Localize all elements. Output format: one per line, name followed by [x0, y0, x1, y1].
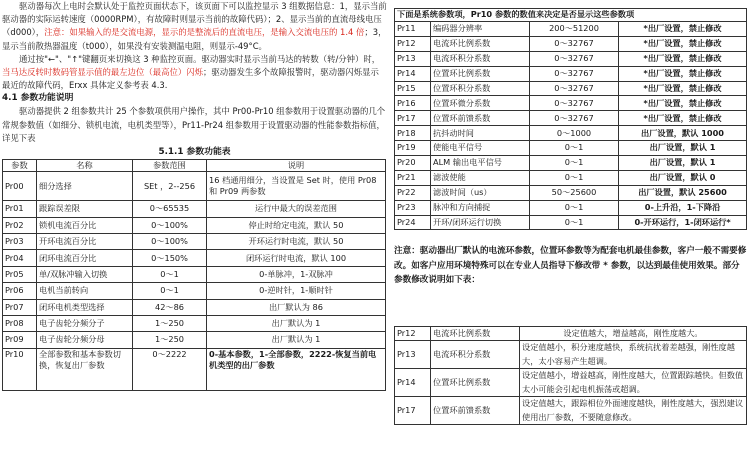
param-id: Pr14: [395, 66, 431, 81]
table-row: [3, 315, 386, 331]
table-row: [395, 141, 747, 156]
table-row: [3, 217, 386, 233]
table-row: [3, 201, 386, 217]
param-range: 0～1: [530, 141, 619, 156]
param-range: 200～51200: [530, 22, 619, 37]
table-row: [395, 81, 747, 96]
param-desc: 16 档通用细分，当设置是 Set 时，使用 Pr08 和 Pr09 两参数: [207, 172, 386, 201]
modification-note: 注意：驱动器出厂默认的电流环参数，位置环参数等为配套电机最佳参数，客户一般不需要修改。如客户应用环境特殊可以在专业人员指导下修改带 * 参数，以达到最佳使用效果。部分参数修改说明如下表：: [394, 246, 747, 286]
param-name: 电流环积分系数: [431, 341, 520, 369]
param-desc: *出厂设置，禁止修改: [619, 22, 747, 37]
table-row: [3, 283, 386, 299]
intro-paragraph-paging: [2, 53, 387, 93]
param-range: 1～250: [133, 332, 207, 348]
param-range: 50～25600: [530, 185, 619, 200]
param-id: Pr08: [3, 315, 37, 331]
param-name: 电流环比例系数: [431, 326, 520, 341]
table-row: [3, 266, 386, 282]
param-id: Pr02: [3, 217, 37, 233]
table-row: [395, 51, 747, 66]
param-range: 0～65535: [133, 201, 207, 217]
param-range: 0～32767: [530, 66, 619, 81]
param-id: Pr22: [395, 185, 431, 200]
param-name: 位置环积分系数: [431, 81, 530, 96]
system-table-title: 下面是系统参数项，Pr10 参数的数值来决定是否显示这些参数项: [395, 9, 747, 22]
param-id: Pr19: [395, 141, 431, 156]
detail-table: [394, 326, 747, 426]
header-param: 参数: [3, 160, 37, 172]
param-name: 细分选择: [37, 172, 133, 201]
param-id: Pr20: [395, 156, 431, 171]
param-id: Pr17: [395, 111, 431, 126]
param-name: 闭环电机类型选择: [37, 299, 133, 315]
parameter-table: [2, 159, 386, 391]
table-row: [395, 111, 747, 126]
param-range: 0～1: [530, 200, 619, 215]
param-range: 0～100%: [133, 217, 207, 233]
section-paragraph: 驱动器提供 2 组参数共计 25 个参数项供用户操作，其中 Pr00-Pr10 组参数用于设置驱动器的几个常规参数值（如细分、锁机电流，电机类型等），Pr11-Pr24 组参数用于设置驱动器的性能参数指标值，详见下表: [2, 106, 386, 143]
param-range: 0～32767: [530, 81, 619, 96]
param-name: 跟踪误差限: [37, 201, 133, 217]
param-desc: *出厂设置，禁止修改: [619, 66, 747, 81]
table-row: [395, 326, 747, 341]
param-name: 位置环前馈系数: [431, 397, 520, 425]
param-range: 0～1: [133, 266, 207, 282]
table-caption: 5.1.1 参数功能表: [158, 147, 231, 158]
table-header-row: [3, 160, 386, 172]
param-id: Pr12: [395, 36, 431, 51]
intro-text: 驱动器每次上电时会默认处于监控页面状态下，该页面下可以监控显示 3 组数据信息：1，显示当前驱动器的实际运转速度（0000RPM），有故障时则显示当前的故障代码）；2、显示当前的直流母线电压（d000），: [2, 1, 387, 38]
table-row: [3, 299, 386, 315]
param-id: Pr11: [395, 22, 431, 37]
param-range: 0～1000: [530, 126, 619, 141]
table-row: [395, 22, 747, 37]
param-desc: 0-上升沿，1-下降沿: [619, 200, 747, 215]
param-name: ALM 输出电平信号: [431, 156, 530, 171]
param-name: 电流环积分系数: [431, 51, 530, 66]
param-id: Pr24: [395, 215, 431, 230]
system-table-header: [395, 9, 747, 22]
table-row: [3, 234, 386, 250]
param-id: Pr23: [395, 200, 431, 215]
param-desc: 闭环运行时电流，默认 100: [207, 250, 386, 266]
intro-paragraph-monitor: [2, 0, 387, 53]
param-id: Pr13: [395, 51, 431, 66]
param-desc: 运行中最大的误差范围: [207, 201, 386, 217]
param-id: Pr12: [395, 326, 431, 341]
param-name: 抗抖动时间: [431, 126, 530, 141]
param-id: Pr16: [395, 96, 431, 111]
param-range: 0～32767: [530, 96, 619, 111]
param-desc: 出厂默认为 86: [207, 299, 386, 315]
param-desc: 出厂默认为 1: [207, 315, 386, 331]
param-desc: 0-开环运行，1-闭环运行*: [619, 215, 747, 230]
table-row: [395, 66, 747, 81]
param-name: 滤波时间（us）: [431, 185, 530, 200]
param-desc: 设定值越小，积分速度越快，系统抗扰着差越强，刚性度越大，太小容易产生超调。: [520, 341, 747, 369]
param-range: 0～2222: [133, 348, 207, 390]
param-name: 位置环比例系数: [431, 66, 530, 81]
param-desc: 0-逆时针，1-顺时针: [207, 283, 386, 299]
table-row: [395, 215, 747, 230]
param-name: 位置环比例系数: [431, 369, 520, 397]
param-id: Pr10: [3, 348, 37, 390]
paging-text-end: ；驱动器发生多个故障报警时，驱动器闪烁显示最近的故障代码，Erxx 具体定义参考表 4.3.: [2, 67, 379, 91]
param-desc: *出厂设置，禁止修改: [619, 51, 747, 66]
param-range: 0～1: [133, 283, 207, 299]
param-desc: *出厂设置，禁止修改: [619, 36, 747, 51]
param-desc: 0-基本参数，1-全部参数，2222-恢复当前电机类型的出厂参数: [207, 348, 386, 390]
param-name: 电流环比例系数: [431, 36, 530, 51]
param-desc: 出厂设置，默认 1000: [619, 126, 747, 141]
param-name: 位置环前馈系数: [431, 111, 530, 126]
param-range: 0～1: [530, 156, 619, 171]
intro-text-end: ；3，显示当前散热器温度（t000），如果没有安装测温电阻，则显示-49°C。: [2, 27, 387, 51]
param-desc: *出厂设置，禁止修改: [619, 96, 747, 111]
param-id: Pr06: [3, 283, 37, 299]
param-range: 1～250: [133, 315, 207, 331]
paging-text: 通过按"←"、"↑"键翻页来切换这 3 种监控页面。驱动器实时显示当前马达的转数（转/分钟）时，: [19, 53, 381, 64]
table-row: [395, 341, 747, 369]
param-range: 0～32767: [530, 51, 619, 66]
param-id: Pr00: [3, 172, 37, 201]
param-range: 0～150%: [133, 250, 207, 266]
reverse-warning: 当马达反转时数码管显示值的最左边位（最高位）闪烁: [2, 67, 203, 78]
param-desc: *出厂设置，禁止修改: [619, 81, 747, 96]
table-row: [3, 172, 386, 201]
table-row: [3, 250, 386, 266]
param-id: Pr17: [395, 397, 431, 425]
param-id: Pr14: [395, 369, 431, 397]
param-range: 0～32767: [530, 111, 619, 126]
param-range: 42～86: [133, 299, 207, 315]
param-id: Pr07: [3, 299, 37, 315]
param-range: SEt ，2--256: [133, 172, 207, 201]
param-name: 滤波使能: [431, 170, 530, 185]
section-heading: 4.1 参数功能说明: [2, 93, 74, 104]
param-name: 电子齿轮分频分母: [37, 332, 133, 348]
param-name: 编码器分辨率: [431, 22, 530, 37]
table-row: [395, 369, 747, 397]
voltage-warning: 注意：如果输入的是交流电源，显示的是整流后的直流电压，是输入交流电压的 1.4 倍: [44, 27, 365, 38]
param-desc: 出厂设置，默认 1: [619, 156, 747, 171]
param-desc: 开环运行时电流，默认 50: [207, 234, 386, 250]
param-name: 电子齿轮分频分子: [37, 315, 133, 331]
left-column: [2, 0, 387, 456]
param-id: Pr09: [3, 332, 37, 348]
param-range: 0～1: [530, 170, 619, 185]
param-name: 脉冲和方向捕捉: [431, 200, 530, 215]
param-id: Pr05: [3, 266, 37, 282]
param-desc: 设定值越小，增益越高，刚性度越大，位置跟踪越快。但数值太小可能会引起电机振荡或超调。: [520, 369, 747, 397]
param-id: Pr13: [395, 341, 431, 369]
param-id: Pr18: [395, 126, 431, 141]
table-row: [395, 200, 747, 215]
param-name: 单/双脉冲输入切换: [37, 266, 133, 282]
param-id: Pr01: [3, 201, 37, 217]
param-id: Pr04: [3, 250, 37, 266]
header-desc: 说明: [207, 160, 386, 172]
header-name: 名称: [37, 160, 133, 172]
param-id: Pr03: [3, 234, 37, 250]
param-name: 全部参数和基本参数切换，恢复出厂参数: [37, 348, 133, 390]
param-id: Pr21: [395, 170, 431, 185]
param-name: 开环/闭环运行切换: [431, 215, 530, 230]
param-name: 使能电平信号: [431, 141, 530, 156]
param-desc: 出厂设置，默认 1: [619, 141, 747, 156]
header-range: 参数范围: [133, 160, 207, 172]
param-range: 0～32767: [530, 36, 619, 51]
table-row: [395, 170, 747, 185]
param-desc: 停止时给定电流，默认 50: [207, 217, 386, 233]
param-desc: 0-单脉冲，1-双脉冲: [207, 266, 386, 282]
param-desc: 出厂默认为 1: [207, 332, 386, 348]
param-name: 锁机电流百分比: [37, 217, 133, 233]
param-desc: 出厂设置，默认 25600: [619, 185, 747, 200]
param-desc: *出厂设置，禁止修改: [619, 111, 747, 126]
param-name: 位置环微分系数: [431, 96, 530, 111]
param-range: 0～100%: [133, 234, 207, 250]
param-desc: 设定值越大，跟踪相位外面速度越快，刚性度越大，强烈建议使用出厂参数，不要随意修改。: [520, 397, 747, 425]
table-row: [3, 332, 386, 348]
table-row: [395, 156, 747, 171]
right-column: [394, 0, 748, 456]
system-parameter-table: [394, 8, 747, 230]
table-row: [395, 185, 747, 200]
param-name: 电机当前转向: [37, 283, 133, 299]
param-desc: 出厂设置，默认 0: [619, 170, 747, 185]
param-id: Pr15: [395, 81, 431, 96]
param-range: 0～1: [530, 215, 619, 230]
table-row: [3, 348, 386, 390]
param-name: 闭环电流百分比: [37, 250, 133, 266]
table-row: [395, 126, 747, 141]
table-row: [395, 397, 747, 425]
table-row: [395, 36, 747, 51]
table-row: [395, 96, 747, 111]
param-name: 开环电流百分比: [37, 234, 133, 250]
param-desc: 设定值越大，增益越高，刚性度越大。: [520, 326, 747, 341]
